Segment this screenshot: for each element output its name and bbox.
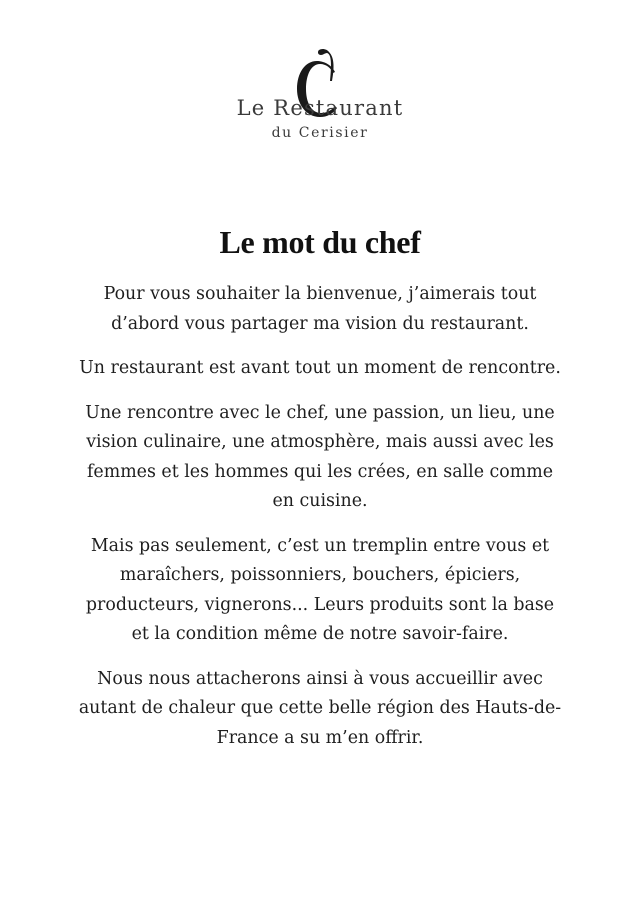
paragraph-meeting: Un restaurant est avant tout un moment de rencontre. bbox=[79, 358, 561, 378]
paragraph-welcome-region: Nous nous attacherons ainsi à vous accueillir avec autant de chaleur que cette belle région des Hauts-de-France a su m’en offrir. bbox=[78, 668, 562, 748]
paragraph-producers: Mais pas seulement, c’est un tremplin entre vous et maraîchers, poissonniers, bouchers, épiciers, producteurs, vignerons... Leurs produits sont la base et la condition même de notre savoir-faire. bbox=[85, 535, 555, 644]
chef-message bbox=[75, 280, 565, 768]
restaurant-name: Le Restaurant bbox=[236, 96, 404, 120]
restaurant-subtitle: du Cerisier bbox=[271, 125, 369, 141]
paragraph-encounter: Une rencontre avec le chef, une passion, un lieu, une vision culinaire, une atmosphère, mais aussi avec les femmes et les hommes qui les crées, en salle comme en cuisine. bbox=[85, 402, 555, 511]
page-title: Le mot du chef bbox=[219, 224, 421, 260]
paragraph-welcome: Pour vous souhaiter la bienvenue, j’aimerais tout d’abord vous partager ma vision du restaurant. bbox=[103, 284, 537, 334]
